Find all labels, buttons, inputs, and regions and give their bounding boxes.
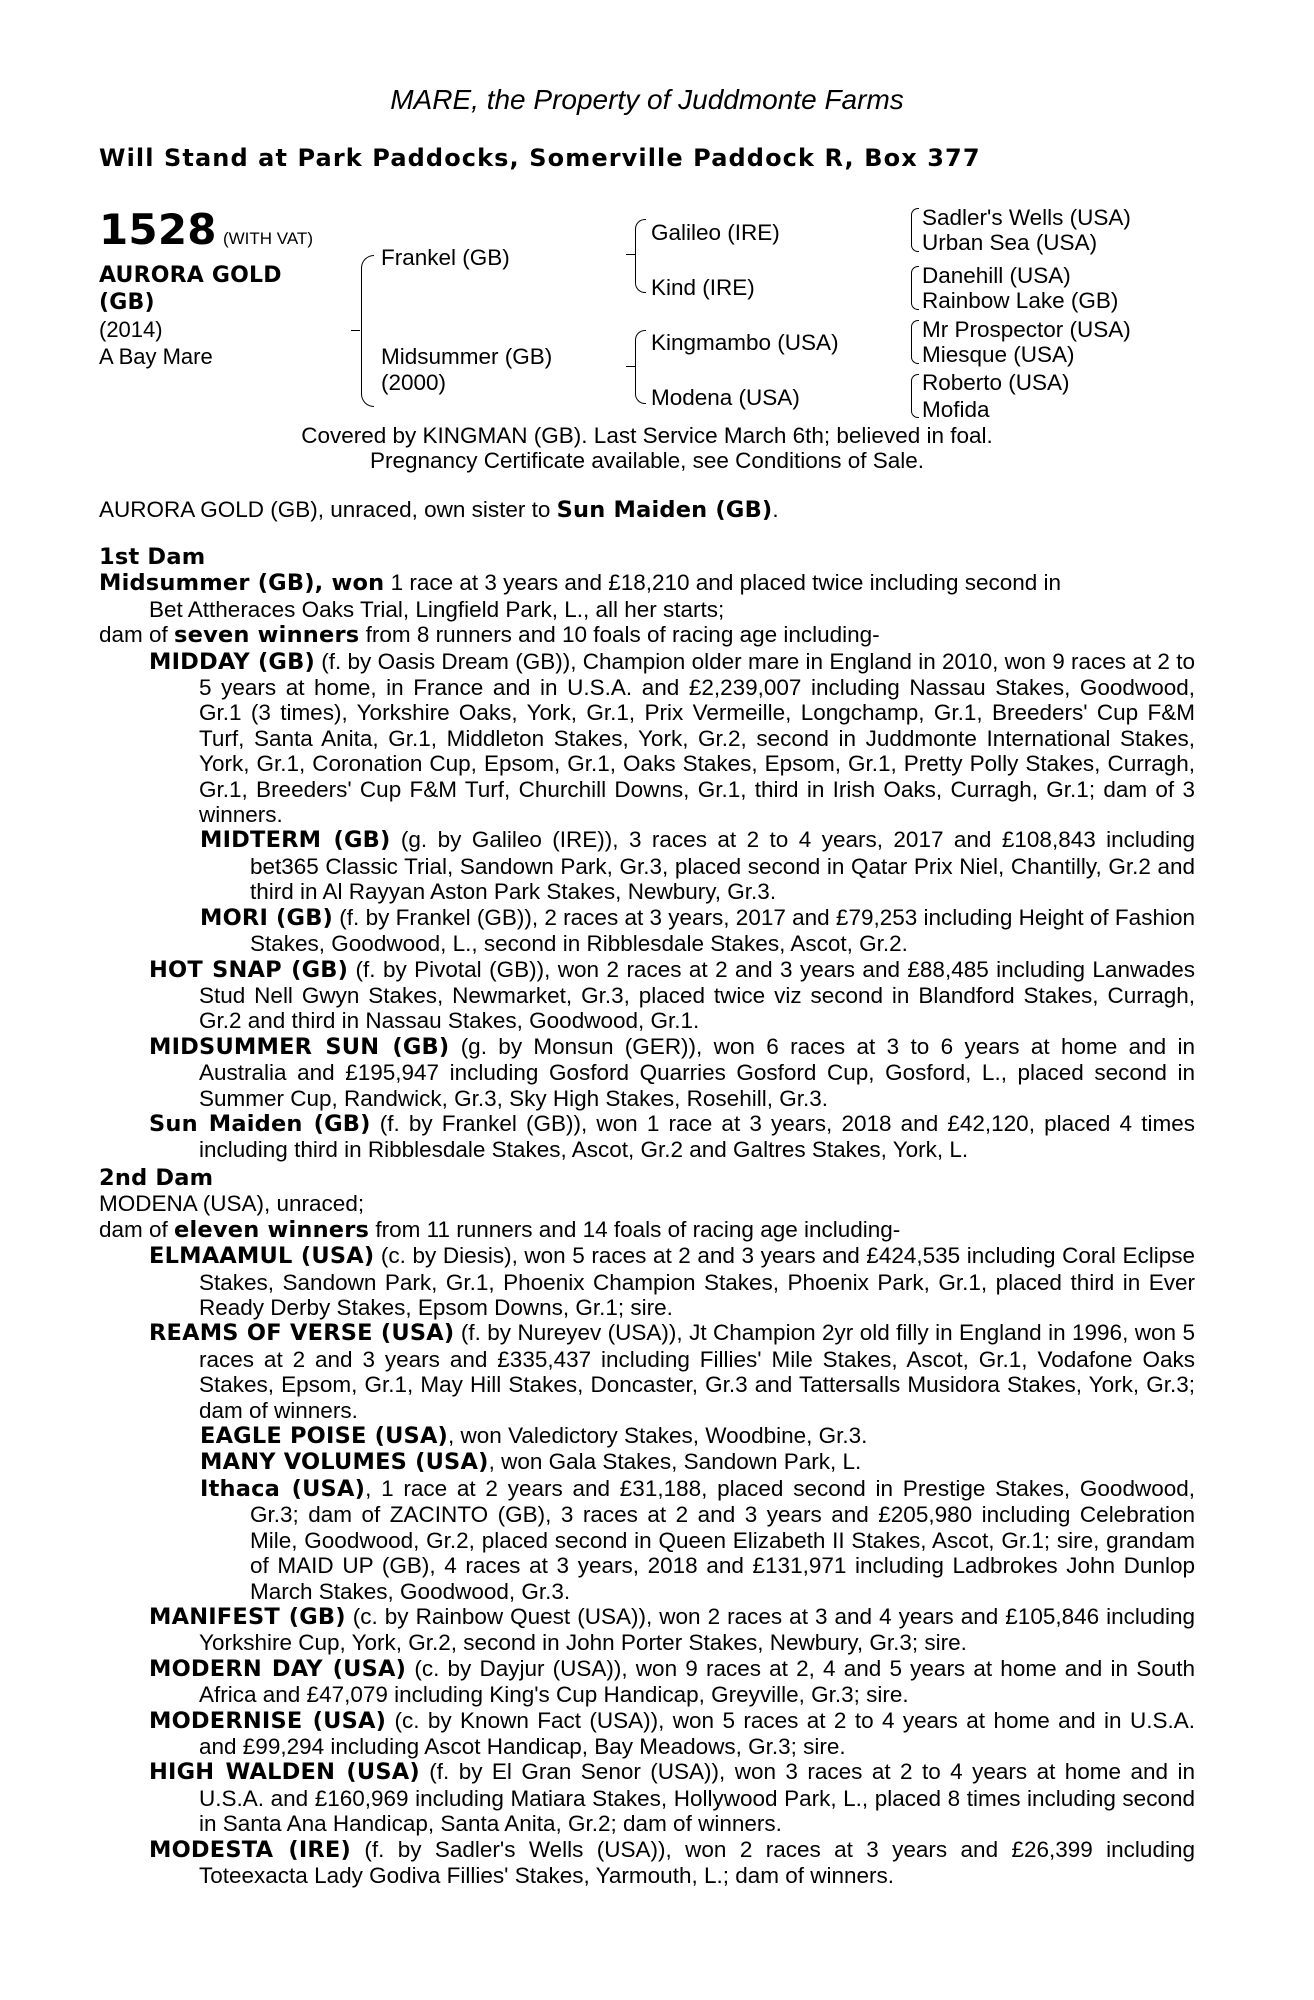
- dam-dam-dam: Mofida: [922, 397, 990, 422]
- second-dam-line-2: dam of eleven winners from 11 runners and 14 foals of racing age including-: [99, 1216, 901, 1243]
- winners-count: eleven winners: [174, 1216, 370, 1243]
- grandprogeny-entry-midterm: MIDTERM (GB) (g. by Galileo (IRE)), 3 races at 2 to 4 years, 2017 and £108,843 including bet365 Classic Trial, Sandown Park, Gr.3, placed second in Qatar Prix Niel, Chantilly, Gr.2 and third in Al Rayyan Aston Park Stakes, Newbury, Gr.3.: [200, 827, 1195, 905]
- progeny-entry-midday: MIDDAY (GB) (f. by Oasis Dream (GB)), Champion older mare in England in 2010, won 9 races at 2 to 5 years at home, in France and in U.S.A. and £2,239,007 including Nassau Stakes, Goodwood, Gr.1 (3 times), Yorkshire Oaks, York, Gr.1, Prix Vermeille, Longchamp, Gr.1, Breeders' Cup F&M Turf, Santa Anita, Gr.1, Middleton Stakes, York, Gr.2, second in Juddmonte International Stakes, York, Gr.1, Coronation Cup, Epsom, Gr.1, Oaks Stakes, Epsom, Gr.1, Pretty Polly Stakes, Curragh, Gr.1, Breeders' Cup F&M Turf, Churchill Downs, Gr.1, third in Irish Oaks, Curragh, Gr.1; dam of 3 winners.: [149, 648, 1195, 828]
- first-dam-line-2: Bet Attheraces Oaks Trial, Lingfield Park, L., all her starts;: [149, 596, 725, 622]
- second-dam-line-1: MODENA (USA), unraced;: [99, 1191, 365, 1217]
- progeny-entry-high-walden: HIGH WALDEN (USA) (f. by El Gran Senor (USA)), won 3 races at 2 to 4 years at home and in U.S.A. and £160,969 including Matiara Stakes, Hollywood Park, L., placed 8 times including second in Santa Ana Handicap, Santa Anita, Gr.2; dam of winners.: [149, 1759, 1195, 1837]
- first-dam-line-3: dam of seven winners from 8 runners and 10 foals of racing age including-: [99, 622, 880, 649]
- dam-sire-dam: Miesque (USA): [922, 342, 1075, 367]
- gg-brace-4: [911, 374, 919, 418]
- sire-brace: [635, 219, 646, 293]
- second-dam-section: [99, 1166, 1195, 1888]
- covering-note: Covered by KINGMAN (GB). Last Service March 6th; believed in foal.: [301, 423, 993, 448]
- dam-dam: Modena (USA): [651, 385, 800, 410]
- gg-brace-2: [911, 266, 919, 310]
- vat-note: (WITH VAT): [222, 229, 313, 248]
- catalogue-page: [99, 0, 1195, 2000]
- progeny-name: MODERN DAY (USA): [149, 1655, 407, 1682]
- grandprogeny-entry-mori: MORI (GB) (f. by Frankel (GB)), 2 races at 3 years, 2017 and £79,253 including Height of Fashion Stakes, Goodwood, L., second in Ribblesdale Stakes, Ascot, Gr.2.: [200, 904, 1195, 957]
- progeny-entry-reams-of-verse: REAMS OF VERSE (USA) (f. by Nureyev (USA)), Jt Champion 2yr old filly in England in 1996, won 5 races at 2 and 3 years and £335,437 including Fillies' Mile Stakes, Ascot, Gr.1, Vodafone Oaks Stakes, Epsom, Gr.1, May Hill Stakes, Doncaster, Gr.3 and Tattersalls Musidora Stakes, York, Gr.3; dam of winners.: [149, 1320, 1195, 1423]
- gg-brace-3: [911, 320, 919, 364]
- grandprogeny-entry-ithaca: Ithaca (USA), 1 race at 2 years and £31,188, placed second in Prestige Stakes, Goodwood, Gr.3; dam of ZACINTO (GB), 3 races at 2 and 3 years and £205,980 including Celebration Mile, Goodwood, Gr.2, placed second in Queen Elizabeth II Stakes, Ascot, Gr.1; sire, grandam of MAID UP (GB), 4 races at 3 years, 2018 and £131,971 including Ladbrokes John Dunlop March Stakes, Goodwood, Gr.3.: [200, 1475, 1195, 1604]
- pedigree-brace-notch: [351, 330, 360, 331]
- progeny-entry-modern-day: MODERN DAY (USA) (c. by Dayjur (USA)), won 9 races at 2, 4 and 5 years at home and in South Africa and £47,079 including King's Cup Handicap, Greyville, Gr.3; sire.: [149, 1655, 1195, 1708]
- dam-brace-notch: [626, 366, 635, 367]
- progeny-name: MIDDAY (GB): [149, 648, 315, 675]
- sire-brace-notch: [626, 254, 635, 255]
- dam-year: (2000): [381, 370, 447, 395]
- first-dam-name: Midsummer (GB), won: [99, 570, 385, 597]
- horse-name: AURORA GOLD: [99, 263, 282, 288]
- intro-end: .: [772, 497, 779, 522]
- page-title: MARE, the Property of Juddmonte Farms: [390, 84, 904, 115]
- second-dam-heading: 2nd Dam: [99, 1165, 214, 1191]
- dam-sire: Kingmambo (USA): [651, 330, 839, 355]
- progeny-entry-manifest: MANIFEST (GB) (c. by Rainbow Quest (USA)), won 2 races at 3 and 4 years and £105,846 including Yorkshire Cup, York, Gr.2, second in John Porter Stakes, Newbury, Gr.3; sire.: [149, 1603, 1195, 1656]
- progeny-name: MODESTA (IRE): [149, 1836, 351, 1863]
- progeny-name: MANIFEST (GB): [149, 1603, 346, 1630]
- sire: Frankel (GB): [381, 245, 510, 270]
- intro-paragraph: [99, 497, 1195, 523]
- sire-sire: Galileo (IRE): [651, 220, 780, 245]
- progeny-entry-midsummer-sun: MIDSUMMER SUN (GB) (g. by Monsun (GER)), won 6 races at 3 to 6 years at home and in Australia and £195,947 including Gosford Quarries Gosford Cup, Gosford, L., placed second in Summer Cup, Randwick, Gr.3, Sky High Stakes, Rosehill, Gr.3.: [149, 1033, 1195, 1111]
- sire-dam-sire: Danehill (USA): [922, 263, 1071, 288]
- progeny-name: MODERNISE (USA): [149, 1707, 387, 1734]
- progeny-entry-hot-snap: HOT SNAP (GB) (f. by Pivotal (GB)), won 2 races at 2 and 3 years and £88,485 including Lanwades Stud Nell Gwyn Stakes, Newmarket, Gr.3, placed twice viz second in Blandford Stakes, Curragh, Gr.2 and third in Nassau Stakes, Goodwood, Gr.1.: [149, 956, 1195, 1034]
- dam-sire-sire: Mr Prospector (USA): [922, 317, 1131, 342]
- progeny-name: EAGLE POISE (USA): [200, 1423, 449, 1450]
- first-dam-heading: 1st Dam: [99, 544, 206, 570]
- grandprogeny-entry-many-volumes: MANY VOLUMES (USA), won Gala Stakes, Sandown Park, L.: [200, 1449, 862, 1476]
- progeny-name: HOT SNAP (GB): [149, 956, 349, 983]
- progeny-name: MORI (GB): [200, 904, 334, 931]
- intro-text: AURORA GOLD (GB), unraced, own sister to: [99, 497, 557, 522]
- sire-sire-dam: Urban Sea (USA): [922, 230, 1098, 255]
- pedigree-brace: [361, 255, 374, 407]
- progeny-entry-sun-maiden: Sun Maiden (GB) (f. by Frankel (GB)), won 1 race at 3 years, 2018 and £42,120, placed 4 times including third in Ribblesdale Stakes, Ascot, Gr.2 and Galtres Stakes, York, L.: [149, 1110, 1195, 1163]
- sire-dam-dam: Rainbow Lake (GB): [922, 288, 1119, 313]
- progeny-entry-modernise: MODERNISE (USA) (c. by Known Fact (USA)), won 5 races at 2 to 4 years at home and in U.S.A. and £99,294 including Ascot Handicap, Bay Meadows, Gr.3; sire.: [149, 1707, 1195, 1759]
- horse-origin: (GB): [99, 290, 155, 315]
- sire-sire-sire: Sadler's Wells (USA): [922, 205, 1131, 230]
- progeny-name: HIGH WALDEN (USA): [149, 1759, 420, 1786]
- dam-dam-sire: Roberto (USA): [922, 370, 1070, 395]
- first-dam-section: [99, 545, 1195, 1163]
- gg-brace-1: [911, 208, 919, 252]
- progeny-name: ELMAAMUL (USA): [149, 1243, 375, 1270]
- progeny-name: MANY VOLUMES (USA): [200, 1449, 489, 1476]
- lot-identity: [99, 262, 282, 370]
- dam: Midsummer (GB): [381, 344, 553, 369]
- progeny-name: Sun Maiden (GB): [149, 1110, 371, 1137]
- lot-number: 1528: [99, 205, 217, 254]
- sire-dam: Kind (IRE): [651, 275, 755, 300]
- progeny-entry-elmaamul: ELMAAMUL (USA) (c. by Diesis), won 5 races at 2 and 3 years and £424,535 including Coral Eclipse Stakes, Sandown Park, Gr.1, Phoenix Champion Stakes, Phoenix Park, Gr.1, placed third in Ever Ready Derby Stakes, Epsom Downs, Gr.1; sire.: [149, 1243, 1195, 1321]
- first-dam-line-1: [99, 570, 1195, 596]
- progeny-name: REAMS OF VERSE (USA): [149, 1320, 455, 1347]
- dam-brace: [635, 330, 646, 404]
- intro-sibling: Sun Maiden (GB): [556, 497, 773, 523]
- winners-count: seven winners: [174, 622, 360, 649]
- first-dam-record: 1 race at 3 years and £18,210 and placed twice including second in: [384, 570, 1062, 596]
- stand-location: Will Stand at Park Paddocks, Somerville Paddock R, Box 377: [99, 144, 981, 172]
- progeny-name: MIDSUMMER SUN (GB): [149, 1033, 450, 1060]
- foaling-year: (2014): [99, 317, 163, 342]
- progeny-name: MIDTERM (GB): [200, 827, 391, 854]
- lot-heading: [99, 206, 313, 254]
- grandprogeny-entry-eagle-poise: EAGLE POISE (USA), won Valedictory Stakes, Woodbine, Gr.3.: [200, 1423, 868, 1450]
- progeny-entry-modesta: MODESTA (IRE) (f. by Sadler's Wells (USA)), won 2 races at 3 years and £26,399 including Toteexacta Lady Godiva Fillies' Stakes, Yarmouth, L.; dam of winners.: [149, 1836, 1195, 1888]
- pregnancy-note: Pregnancy Certificate available, see Conditions of Sale.: [369, 448, 925, 473]
- progeny-name: Ithaca (USA): [200, 1475, 366, 1502]
- horse-description: A Bay Mare: [99, 344, 213, 369]
